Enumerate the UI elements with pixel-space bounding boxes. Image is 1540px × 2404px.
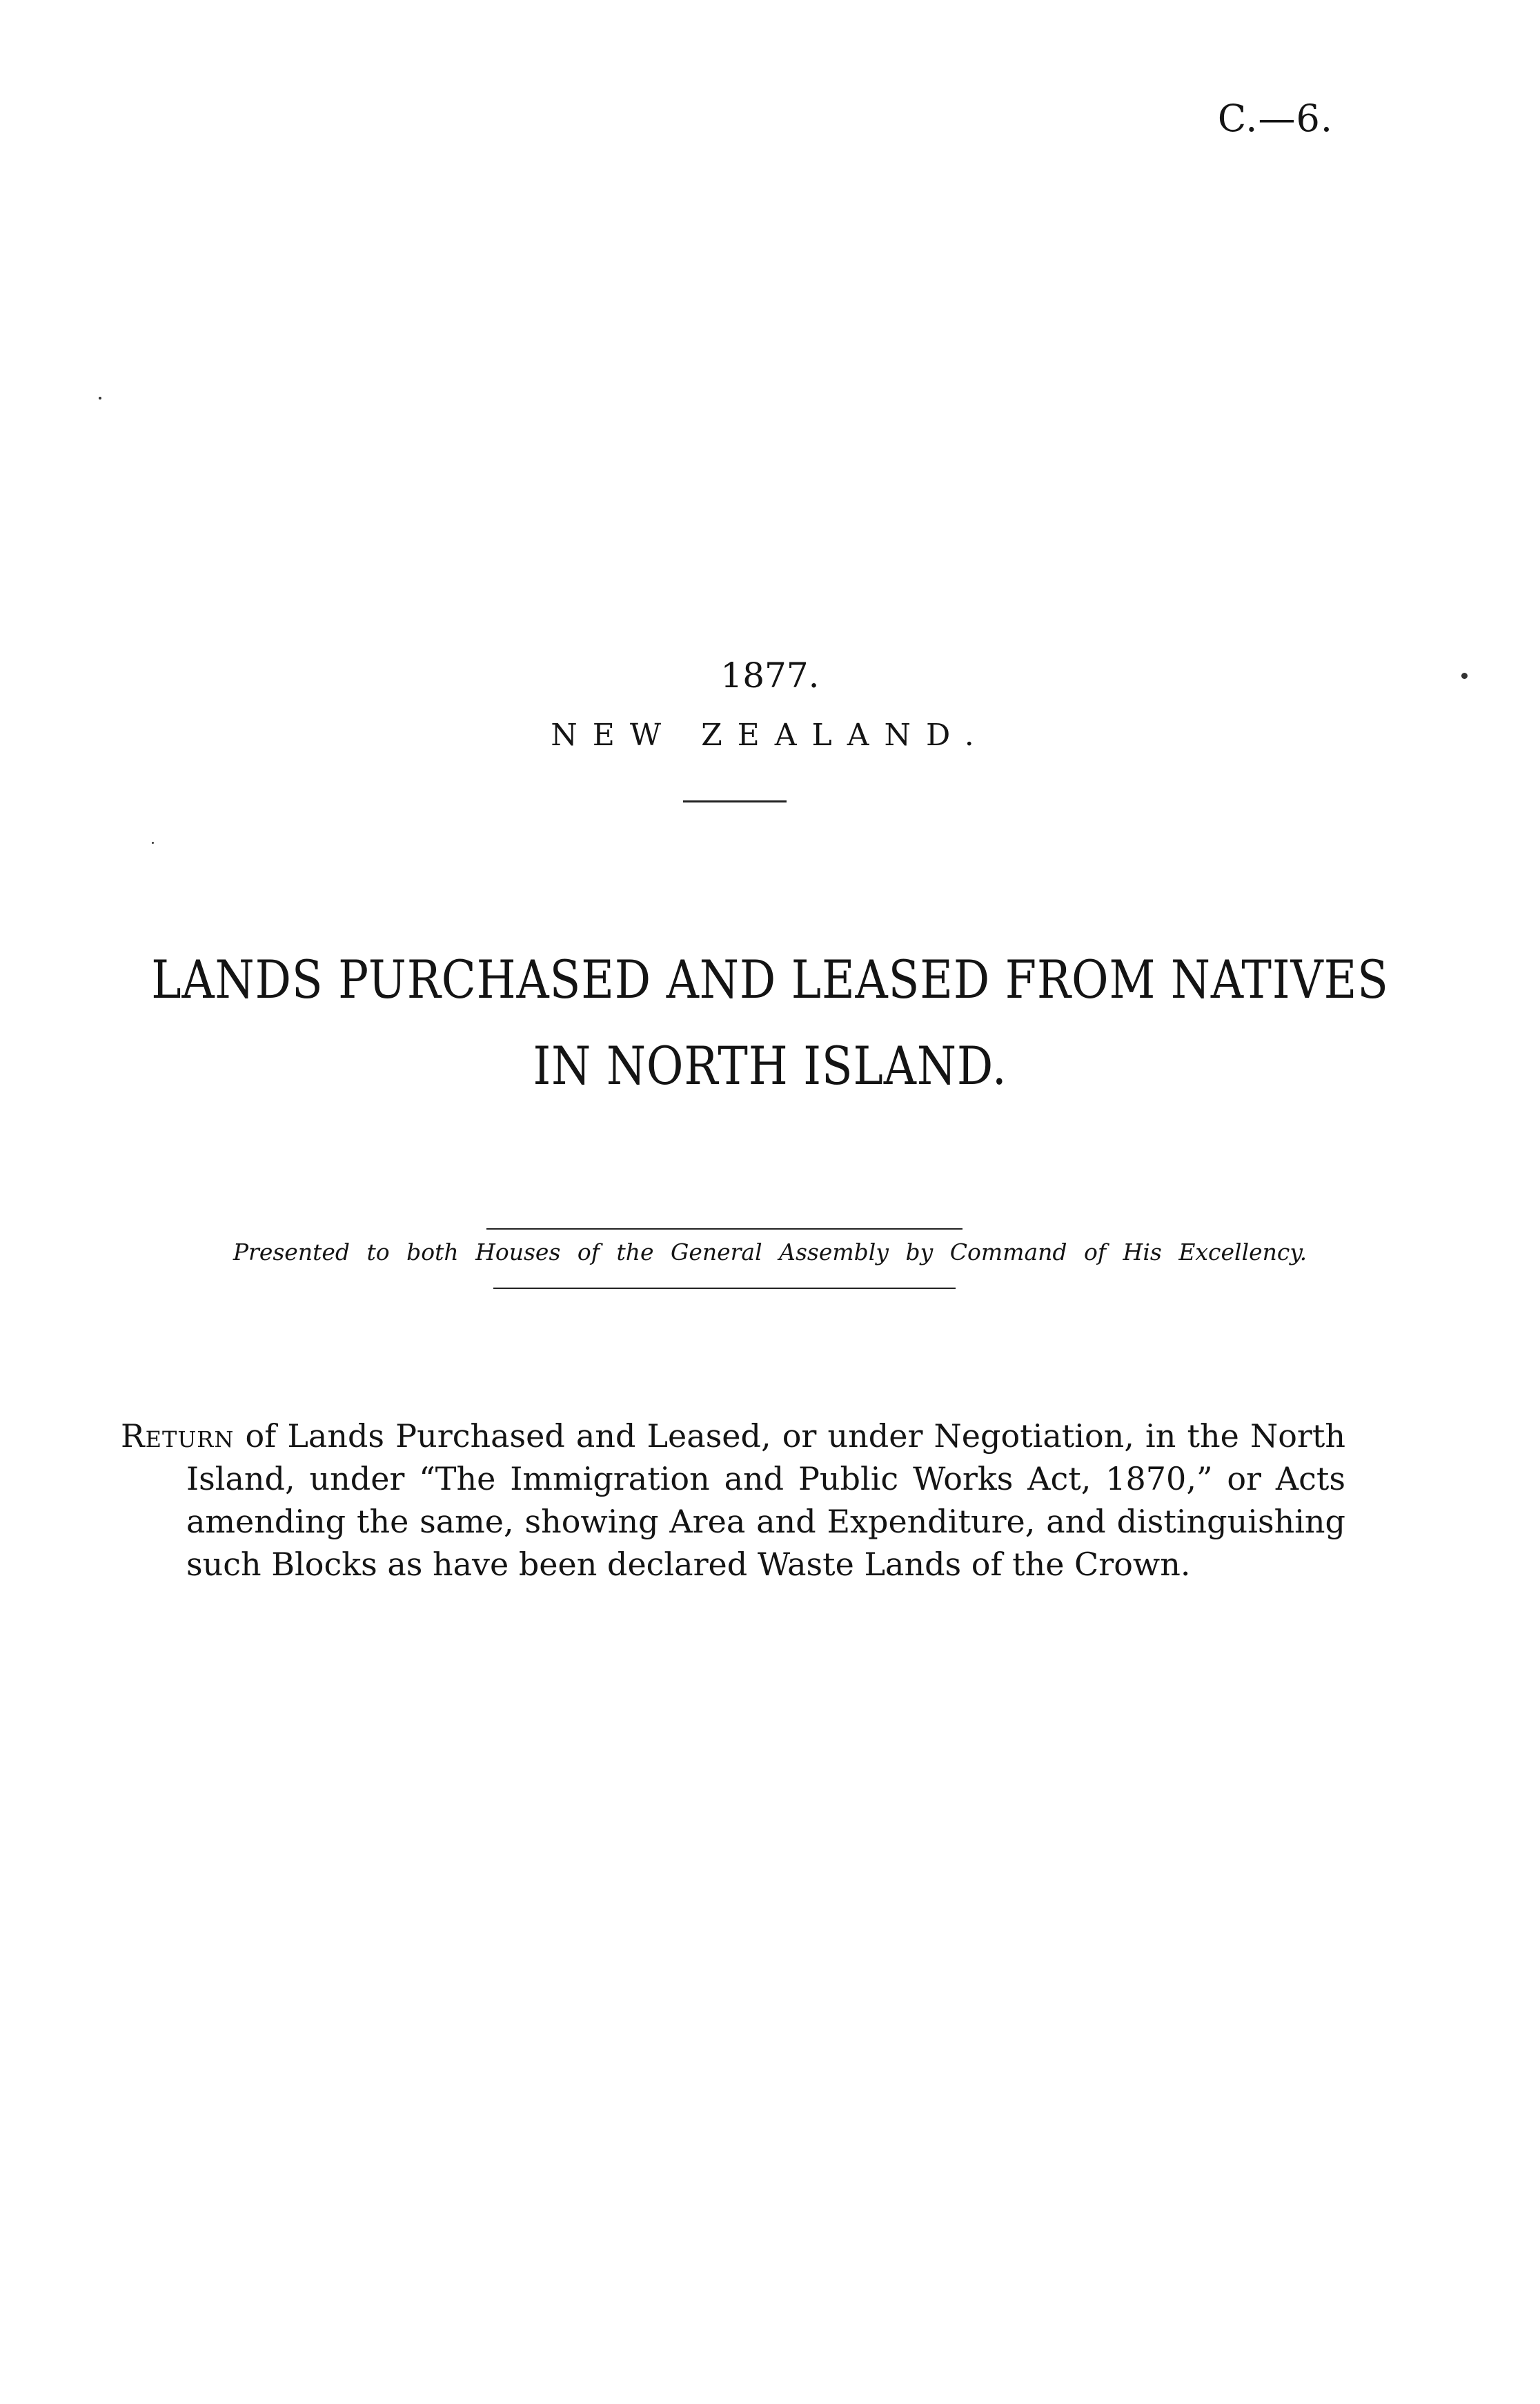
country-heading: NEW ZEALAND. [551, 718, 989, 753]
presented-statement: Presented to both Houses of the General Assembly by Command of His Excellency. [233, 1239, 1307, 1265]
main-title-line-1: LANDS PURCHASED AND LEASED FROM NATIVES [151, 949, 1389, 1010]
publication-year: 1877. [720, 656, 820, 696]
scan-speck [1461, 673, 1468, 679]
scan-speck [152, 842, 154, 844]
presented-top-rule [486, 1228, 962, 1230]
document-reference: C.—6. [1217, 97, 1333, 140]
short-divider-rule [683, 800, 787, 802]
main-title-line-2: IN NORTH ISLAND. [533, 1035, 1007, 1096]
return-body-text: of Lands Purchased and Leased, or under Negotiation, in the North Island, under “The Immigration and Public Works Act, 1870,” or Acts amending the same, showing Area and Expenditure, and distinguishing such Blocks as have been declared Waste Lands of the Crown. [186, 1417, 1345, 1583]
scan-speck [99, 397, 101, 400]
return-lead-word: Return [121, 1417, 235, 1455]
return-description-paragraph [121, 1415, 1345, 1586]
presented-bottom-rule [493, 1288, 956, 1289]
